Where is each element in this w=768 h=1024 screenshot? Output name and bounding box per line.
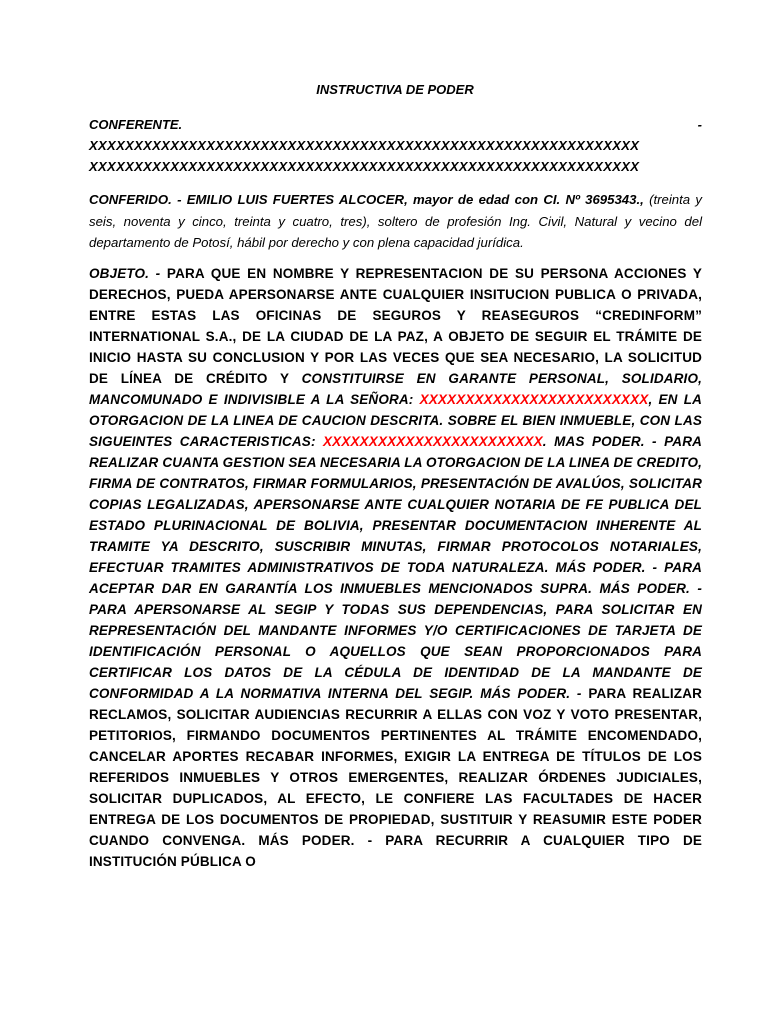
conferente-line-1: XXXXXXXXXXXXXXXXXXXXXXXXXXXXXXXXXXXXXXXXXXXXXXXXXXXXXXXXXXXXX <box>89 138 640 153</box>
conferido-label: CONFERIDO. - EMILIO LUIS FUERTES ALCOCER, mayor de edad con CI. Nº 3695343., <box>89 192 644 207</box>
objeto-text-5: PARA REALIZAR RECLAMOS, SOLICITAR AUDIENCIAS RECURRIR A ELLAS CON VOZ Y VOTO PRESENTAR, PETITORIOS, FIRMANDO DOCUMENTOS PERTINENTES AL TRÁMITE ENCOMENDADO, CANCELAR APORTES RECABAR INFORMES, EXIGIR LA ENTREGA DE TÍTULOS DE LOS REFERIDOS INMUEBLES Y OTROS EMERGENTES, REALIZAR ÓRDENES JUDICIALES, SOLICITAR DUPLICADOS, AL EFECTO, LE CONFIERE LAS FACULTADES DE HACER ENTREGA DE LOS DOCUMENTOS DE PROPIEDAD, SUSTITUIR Y REASUMIR ESTE PODER CUANDO CONVENGA. MÁS PODER. - PARA RECURRIR A CUALQUIER TIPO DE INSTITUCIÓN PÚBLICA O <box>89 686 702 869</box>
objeto-text-4: . MAS PODER. - PARA REALIZAR CUANTA GESTION SEA NECESARIA LA OTORGACION DE LA LINEA DE CREDITO, FIRMA DE CONTRATOS, FIRMAR FORMULARIOS, PRESENTACIÓN DE AVALÚOS, SOLICITAR COPIAS LEGALIZADAS, APERSONARSE ANTE CUALQUIER NOTARIA DE FE PUBLICA DEL ESTADO PLURINACIONAL DE BOLIVIA, PRESENTAR DOCUMENTACION INHERENTE AL TRAMITE YA DESCRITO, SUSCRIBIR MINUTAS, FIRMAR PROTOCOLOS NOTARIALES, EFECTUAR TRAMITES ADMINISTRATIVOS DE TODA NATURALEZA. MÁS PODER. - PARA ACEPTAR DAR EN GARANTÍA LOS INMUEBLES MENCIONADOS SUPRA. MÁS PODER. - PARA APERSONARSE AL SEGIP Y TODAS SUS DEPENDENCIAS, PARA SOLICITAR EN REPRESENTACIÓN DEL MANDANTE INFORMES Y/O CERTIFICACIONES DE TARJETA DE IDENTIFICACIÓN PERSONAL O AQUELLOS QUE SEAN PROPORCIONADOS PARA CERTIFICAR LOS DATOS DE LA CÉDULA DE IDENTIDAD DE LA MANDANTE DE CONFORMIDAD A LA NORMATIVA INTERNA DEL SEGIP. MÁS PODER. - <box>89 434 702 701</box>
conferido-text: (treinta y seis, noventa y cinco, treinta y cuatro, tres), soltero de profesión Ing. Civil, Natural y vecino del departamento de Potosí, hábil por derecho y con plena capacidad jurídica. <box>89 192 703 250</box>
conferente-heading <box>89 114 702 135</box>
conferente-label: CONFERENTE. <box>89 117 183 132</box>
document-title: INSTRUCTIVA DE PODER <box>316 82 474 97</box>
redacted-property: XXXXXXXXXXXXXXXXXXXXXXXX <box>323 434 543 449</box>
conferente-dash: - <box>697 117 702 132</box>
conferente-section <box>89 114 702 177</box>
conferido-section <box>89 189 702 254</box>
objeto-text-3: , EN LA OTORGACION DE LA LINEA DE CAUCION DESCRITA. SOBRE EL BIEN INMUEBLE, CON LAS SIGUEINTES CARACTERISTICAS: <box>89 392 702 449</box>
objeto-label: OBJETO. - <box>89 266 161 281</box>
objeto-text-1: PARA QUE EN NOMBRE Y REPRESENTACION DE SU PERSONA ACCIONES Y DERECHOS, PUEDA APERSONARSE ANTE CUALQUIER INSITUCION PUBLICA O PRIVADA, ENTRE ESTAS LAS OFICINAS DE SEGUROS Y REASEGUROS “CREDINFORM” INTERNATIONAL S.A., DE LA CIUDAD DE LA PAZ, A OBJETO DE SEGUIR EL TRÁMITE DE INICIO HASTA SU CONCLUSION Y POR LAS VECES QUE SEA NECESARIO, LA SOLICITUD DE LÍNEA DE CRÉDITO Y <box>89 266 702 386</box>
conferente-line-2: XXXXXXXXXXXXXXXXXXXXXXXXXXXXXXXXXXXXXXXXXXXXXXXXXXXXXXXXXXXXX <box>89 159 640 174</box>
objeto-section <box>89 263 702 872</box>
redacted-name: XXXXXXXXXXXXXXXXXXXXXXXXX <box>419 392 649 407</box>
objeto-text-2: CONSTITUIRSE EN GARANTE PERSONAL, SOLIDARIO, MANCOMUNADO E INDIVISIBLE A LA SEÑORA: <box>89 371 702 407</box>
